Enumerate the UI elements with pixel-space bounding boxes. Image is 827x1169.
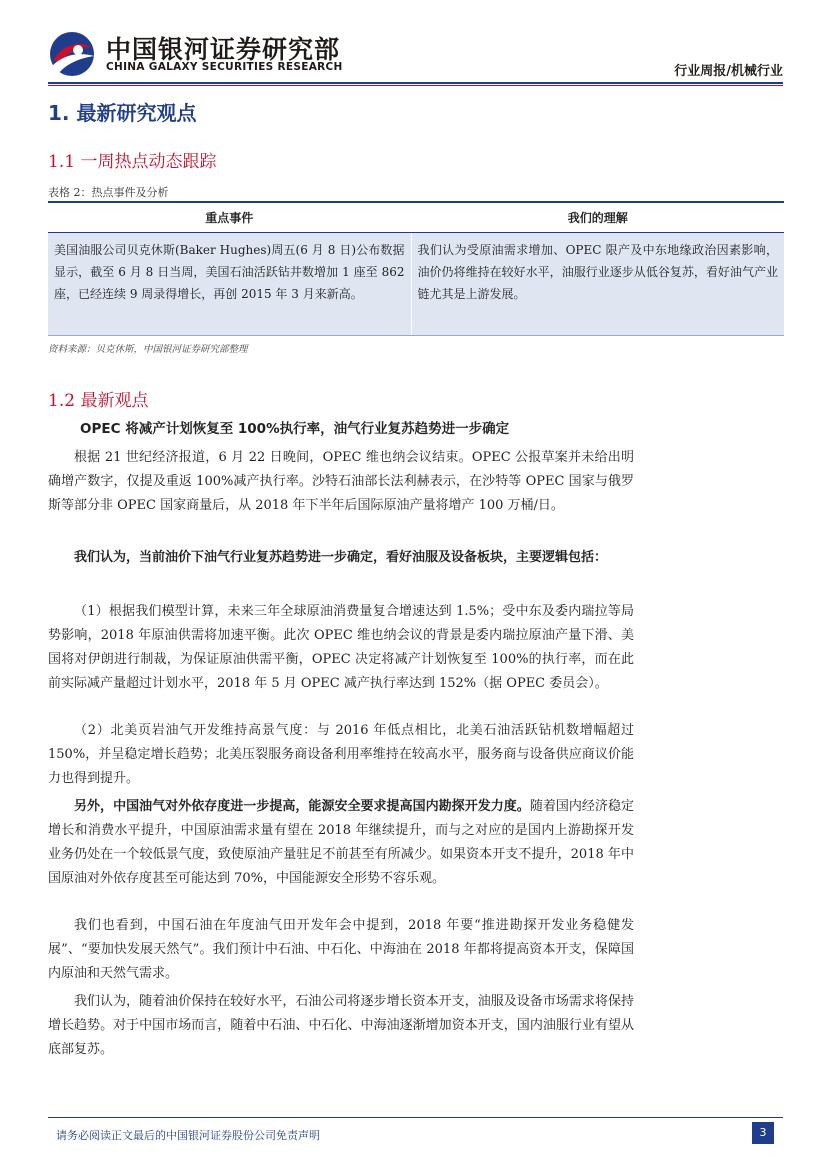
footer-disclaimer: 请务必阅读正文最后的中国银河证券股份公司免责声明 — [56, 1129, 320, 1142]
footer-divider — [48, 1117, 783, 1118]
page-header — [48, 24, 783, 82]
table-cell-understanding: 我们认为受原油需求增加、OPEC 限产及中东地缘政治因素影响，油价仍将维持在较好水平，油服行业逐步从低谷复苏，看好油气产业链尤其是上游发展。 — [411, 232, 784, 335]
section-title: 1. 最新研究观点 — [48, 101, 197, 125]
subsection-title-hot-events: 1.1 一周热点动态跟踪 — [48, 152, 217, 172]
table-caption: 表格 2：热点事件及分析 — [48, 186, 169, 199]
paragraph-energy-security-lead: 另外，中国油气对外依存度进一步提高，能源安全要求提高国内勘探开发力度。 — [74, 799, 530, 814]
header-divider-accent — [48, 85, 783, 86]
paragraph-energy-security — [48, 795, 634, 891]
paragraph-key-logic: 我们认为，当前油价下油气行业复苏趋势进一步确定，看好油服及设备板块，主要逻辑包括： — [74, 550, 608, 565]
company-name-en: CHINA GALAXY SECURITIES RESEARCH — [106, 61, 343, 73]
galaxy-logo-icon — [48, 30, 96, 78]
paragraph-energy-security-body: 随着国内经济稳定增长和消费水平提升，中国原油需求量有望在 2018 年继续提升，而与之对应的是国内上游勘探开发业务仍处在一个较低景气度，致使原油产量驻足不前甚至有所减少。如果资本开支不提升，2018 年中国原油对外依存度甚至可能达到 70%，中国能源安全形势不容乐观。 — [48, 799, 634, 886]
table-cell-event: 美国油服公司贝克休斯(Baker Hughes)周五(6 月 8 日)公布数据显示，截至 6 月 8 日当周，美国石油活跃钻井数增加 1 座至 862 座，已经连续 9 周录得增长，再创 2015 年 3 月来新高。 — [48, 232, 411, 335]
table-header-understanding: 我们的理解 — [411, 202, 784, 232]
paragraph-petrochina: 我们也看到，中国石油在年度油气田开发年会中提到，2018 年要“推进勘探开发业务稳健发展”、“要加快发展天然气”。我们预计中石油、中石化、中海油在 2018 年都将提高资本开支，保障国内原油和天然气需求。 — [48, 918, 634, 981]
table-header-event: 重点事件 — [48, 202, 411, 232]
table-source: 资料来源：贝克休斯，中国银河证券研究部整理 — [48, 344, 248, 355]
paragraph-opec-meeting: 根据 21 世纪经济报道，6 月 22 日晚间，OPEC 维也纳会议结束。OPEC 公报草案并未给出明确增产数字，仅提及重返 100%减产执行率。沙特石油部长法利赫表示，在沙特等 OPEC 国家与俄罗斯等部分非 OPEC 国家商量后，从 2018 年下半年后国际原油产量将增产 100 万桶/日。 — [48, 450, 634, 513]
company-name-cn: 中国银河证券研究部 — [106, 35, 341, 64]
subsection-title-viewpoints: 1.2 最新观点 — [48, 391, 149, 411]
viewpoint-headline: OPEC 将减产计划恢复至 100%执行率，油气行业复苏趋势进一步确定 — [80, 421, 510, 437]
page-number: 3 — [752, 1122, 774, 1144]
paragraph-point-1: （1）根据我们模型计算，未来三年全球原油消费量复合增速达到 1.5%；受中东及委内瑞拉等局势影响，2018 年原油供需将加速平衡。此次 OPEC 维也纳会议的背景是委内瑞拉原油产量下滑、美国将对伊朗进行制裁，为保证原油供需平衡，OPEC 决定将减产计划恢复至 100%的执行率，而在此前实际减产量超过计划水平，2018 年 5 月 OPEC 减产执行率达到 152%（据 OPEC 委员会）。 — [48, 604, 634, 691]
table-row — [48, 232, 784, 335]
report-type: 行业周报/机械行业 — [674, 64, 783, 79]
table-header-row — [48, 202, 784, 232]
paragraph-conclusion: 我们认为，随着油价保持在较好水平，石油公司将逐步增长资本开支，油服及设备市场需求将保持增长趋势。对于中国市场而言，随着中石油、中石化、中海油逐渐增加资本开支，国内油服行业有望从底部复苏。 — [48, 994, 634, 1057]
header-divider — [48, 82, 783, 84]
paragraph-point-2: （2）北美页岩油气开发维持高景气度：与 2016 年低点相比，北美石油活跃钻机数增幅超过 150%，并呈稳定增长趋势；北美压裂服务商设备利用率维持在较高水平，服务商与设备供应商议价能力也得到提升。 — [48, 723, 634, 786]
hot-events-table — [48, 201, 784, 336]
